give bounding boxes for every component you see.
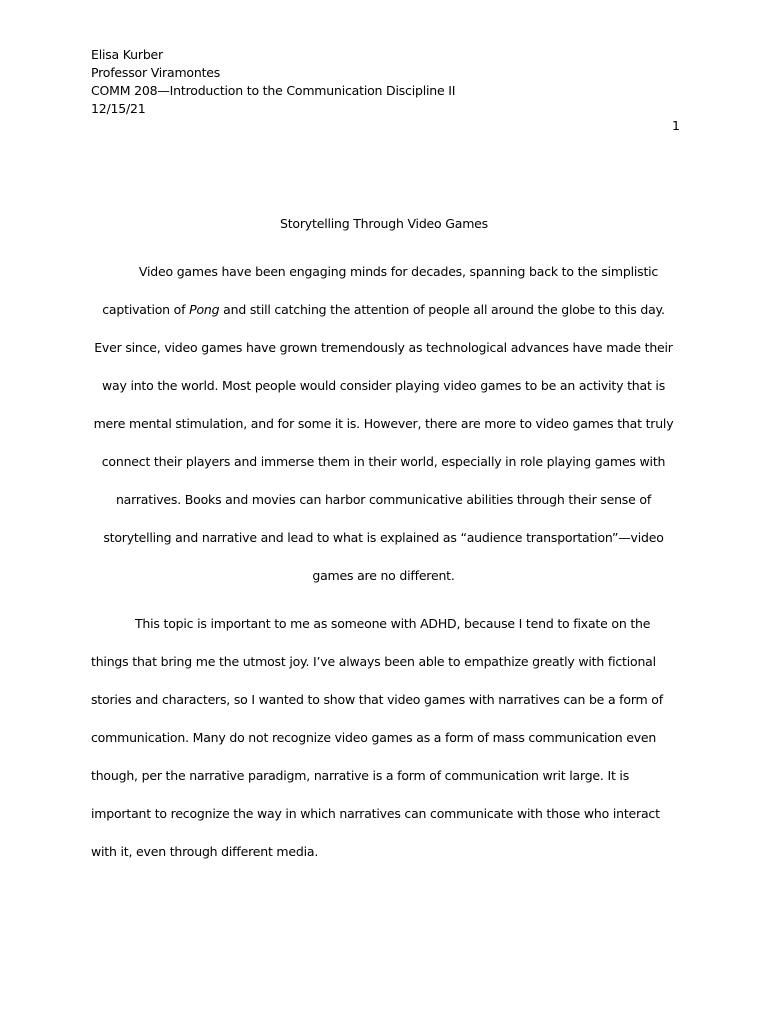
paragraph-line: narratives. Books and movies can harbor communicative abilities through their sense of [115, 492, 652, 507]
document-title: Storytelling Through Video Games [279, 216, 488, 231]
paragraph-line: way into the world. Most people would consider playing video games to be an activity that is [101, 378, 666, 393]
paragraph-line: This topic is important to me as someone with ADHD, because I tend to fixate on the [135, 616, 651, 631]
document-date: 12/15/21 [91, 101, 146, 116]
paragraph-line: important to recognize the way in which narratives can communicate with those who interact [91, 806, 660, 821]
paragraph-line: captivation of Pong and still catching the attention of people all around the globe to this day. [102, 302, 665, 317]
course-name: COMM 208—Introduction to the Communication Discipline II [91, 83, 456, 98]
paragraph-line: mere mental stimulation, and for some it is. However, there are more to video games that truly [93, 416, 674, 431]
paragraph-line: storytelling and narrative and lead to what is explained as “audience transportation”—video [103, 530, 664, 545]
paragraph-line: though, per the narrative paradigm, narrative is a form of communication writ large. It is [91, 768, 630, 783]
paragraph-line: things that bring me the utmost joy. I’ve always been able to empathize greatly with fictional [91, 654, 656, 669]
paragraph-line: Ever since, video games have grown tremendously as technological advances have made their [94, 340, 673, 355]
game-title-italic: Pong [189, 302, 220, 317]
page-number: 1 [672, 118, 680, 133]
paragraph-line: games are no different. [312, 568, 455, 583]
paragraph-line: with it, even through different media. [91, 844, 319, 859]
paragraph-line: connect their players and immerse them in their world, especially in role playing games with [101, 454, 666, 469]
paragraph-line: communication. Many do not recognize video games as a form of mass communication even [91, 730, 657, 745]
author-name: Elisa Kurber [91, 47, 163, 62]
document-header [91, 46, 455, 118]
instructor-name: Professor Viramontes [91, 65, 221, 80]
paragraph-line: stories and characters, so I wanted to show that video games with narratives can be a form of [91, 692, 663, 707]
paragraph-line: Video games have been engaging minds for decades, spanning back to the simplistic [138, 264, 659, 279]
